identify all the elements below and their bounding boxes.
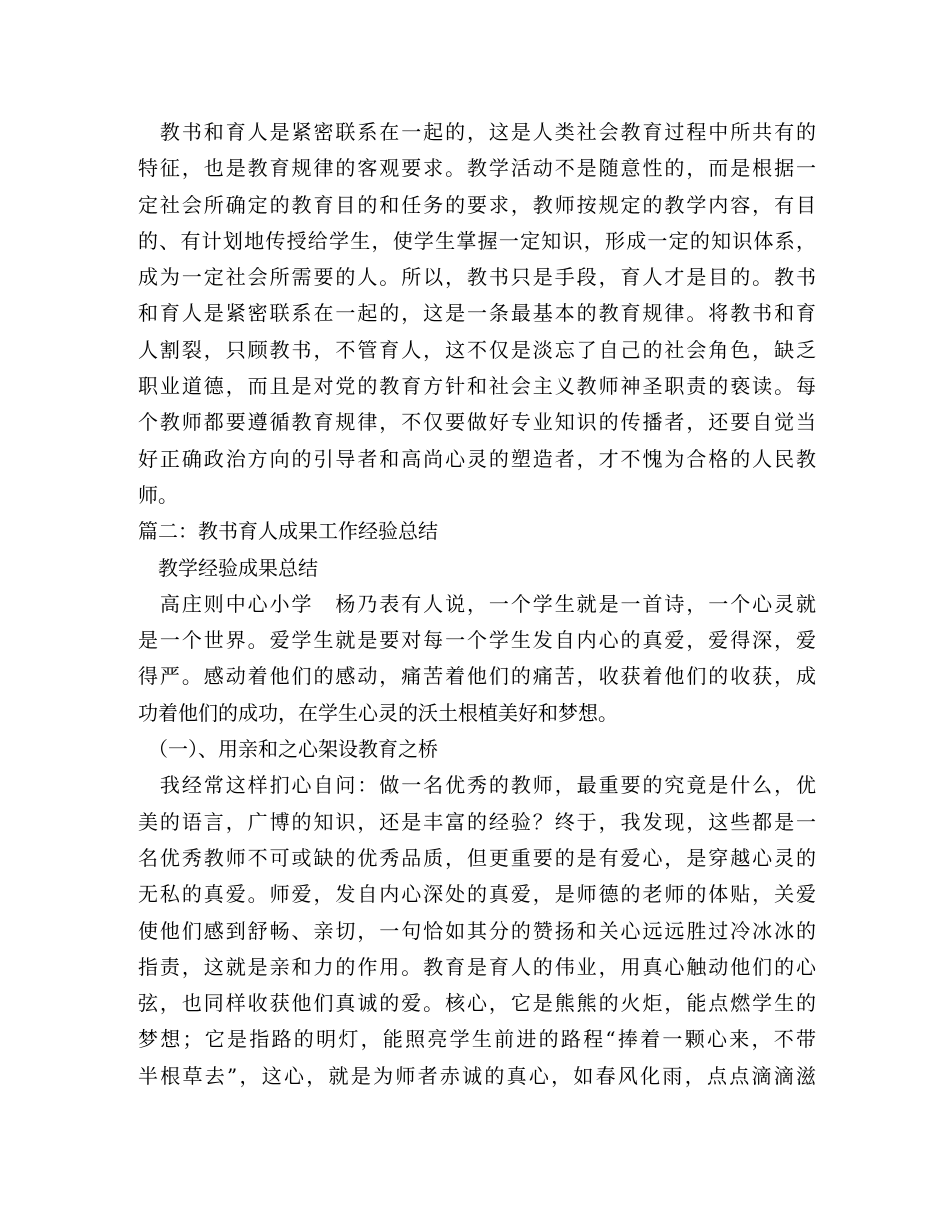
text-line: 师。 xyxy=(138,482,178,507)
sub-heading: （一）、用亲和之心架设教育之桥 xyxy=(138,737,438,762)
text-line: 职业道德，而且是对党的教育方针和社会主义教师神圣职责的亵读。每 xyxy=(138,374,816,399)
text-line: 梦想；它是指路的明灯，能照亮学生前进的路程“捧着一颗心来，不带 xyxy=(138,1027,816,1052)
text-line: 的、有计划地传授给学生，使学生掌握一定知识，形成一定的知识体系， xyxy=(138,228,816,253)
text-line: 名优秀教师不可或缺的优秀品质，但更重要的是有爱心，是穿越心灵的 xyxy=(138,845,816,870)
text-line: 教书和育人是紧密联系在一起的，这是人类社会教育过程中所共有的 xyxy=(138,120,816,144)
text-line: 得严。感动着他们的感动，痛苦着他们的痛苦，收获着他们的收获，成 xyxy=(138,664,816,689)
text-line: 好正确政治方向的引导者和高尚心灵的塑造者，才不愧为合格的人民教 xyxy=(138,446,816,471)
text-line: 指责，这就是亲和力的作用。教育是育人的伟业，用真心触动他们的心 xyxy=(138,954,816,979)
text-line: 和育人是紧密联系在一起的，这是一条最基本的教育规律。将教书和育 xyxy=(138,301,816,326)
section-heading: 篇二：教书育人成果工作经验总结 xyxy=(138,519,438,544)
text-line: 成为一定社会所需要的人。所以，教书只是手段，育人才是目的。教书 xyxy=(138,265,816,290)
text-line: 美的语言，广博的知识，还是丰富的经验？终于，我发现，这些都是一 xyxy=(138,809,816,834)
document-page xyxy=(138,114,816,1094)
text-line: 高庄则中心小学 杨乃表有人说，一个学生就是一首诗，一个心灵就 xyxy=(138,591,816,616)
text-line: 半根草去”，这心，就是为师者赤诚的真心，如春风化雨，点点滴滴滋 xyxy=(138,1063,816,1088)
text-line: 功着他们的成功，在学生心灵的沃土根植美好和梦想。 xyxy=(138,700,618,725)
text-line: 定社会所确定的教育目的和任务的要求，教师按规定的教学内容，有目 xyxy=(138,192,816,217)
text-line: 我经常这样扪心自问：做一名优秀的教师，最重要的究竟是什么，优 xyxy=(138,773,816,798)
sub-heading: 教学经验成果总结 xyxy=(138,555,318,580)
text-line: 特征，也是教育规律的客观要求。教学活动不是随意性的，而是根据一 xyxy=(138,156,816,181)
text-line: 无私的真爱。师爱，发自内心深处的真爱，是师德的老师的体贴，关爱 xyxy=(138,882,816,907)
text-line: 弦，也同样收获他们真诚的爱。核心，它是熊熊的火炬，能点燃学生的 xyxy=(138,991,816,1016)
text-line: 人割裂，只顾教书，不管育人，这不仅是淡忘了自己的社会角色，缺乏 xyxy=(138,337,816,362)
text-line: 个教师都要遵循教育规律，不仅要做好专业知识的传播者，还要自觉当 xyxy=(138,410,816,435)
text-line: 是一个世界。爱学生就是要对每一个学生发自内心的真爱，爱得深，爱 xyxy=(138,628,816,653)
text-line: 使他们感到舒畅、亲切，一句恰如其分的赞扬和关心远远胜过冷冰冰的 xyxy=(138,918,816,943)
